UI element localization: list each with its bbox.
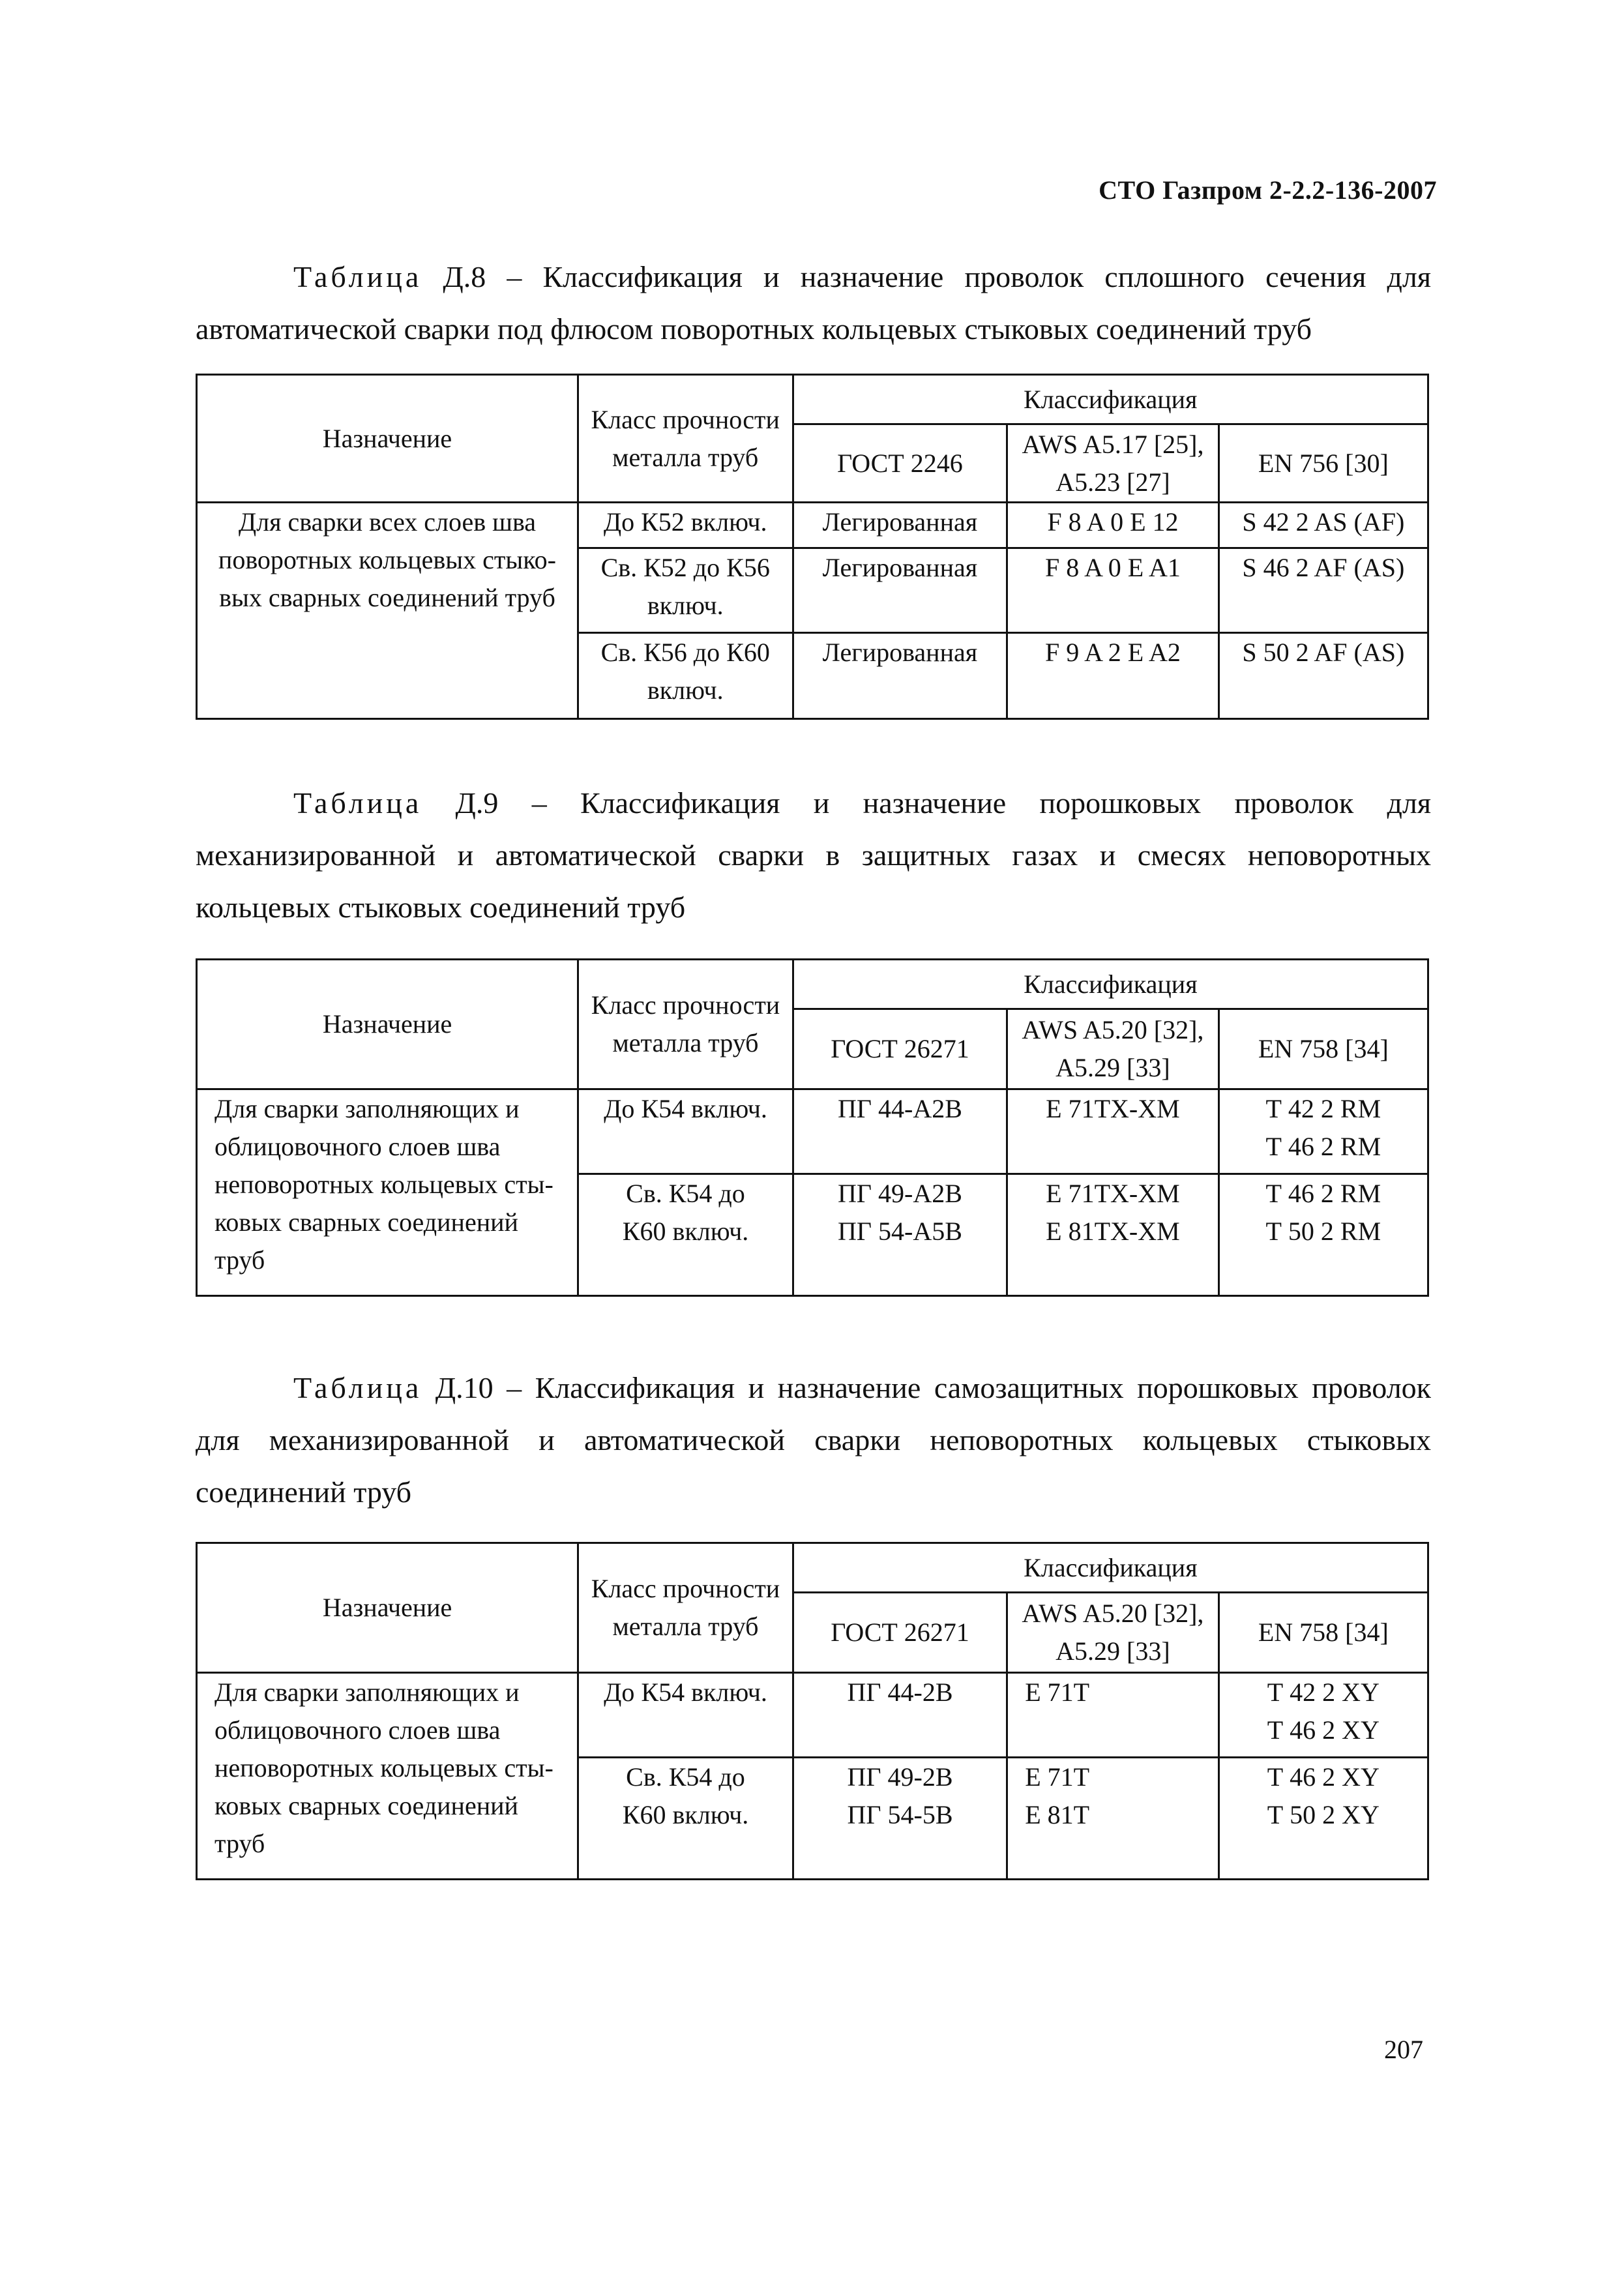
header-strength-class: Класс прочности металла труб (578, 1543, 793, 1673)
purpose-cell: Для сварки заполняющих и облицовочного слоев шва неповоротных кольцевых стыковых сварных соединений труб (197, 1089, 578, 1296)
strength-cell: Св. К56 до К60 включ. (578, 633, 793, 719)
gost-cell: Легированная (793, 633, 1007, 719)
header-aws: AWS A5.20 [32], A5.29 [33] (1007, 1593, 1218, 1673)
strength-cell: Св. К52 до К56 включ. (578, 548, 793, 633)
header-gost: ГОСТ 26271 (793, 1009, 1007, 1089)
en-cell: Т 46 2 XY Т 50 2 XY (1218, 1758, 1428, 1880)
header-purpose: Назначение (197, 960, 578, 1089)
strength-cell: Св. К54 до К60 включ. (578, 1174, 793, 1296)
header-aws: AWS A5.17 [25], A5.23 [27] (1007, 424, 1218, 503)
purpose-cell: Для сварки всех слоев шва поворотных кольцевых стыковых сварных соединений труб (197, 503, 578, 719)
header-strength-class: Класс прочности металла труб (578, 960, 793, 1089)
table-caption-d8 (196, 251, 1431, 355)
header-en: EN 758 [34] (1218, 1593, 1428, 1673)
caption-word: Таблица (293, 260, 422, 293)
caption-text: Д.9 – Классификация и назначение порошковых проволок для механизированной и автоматической сварки в защитных газах и смесях неповоротных кольцевых стыковых соединений труб (196, 786, 1431, 924)
en-cell: S 46 2 AF (AS) (1218, 548, 1428, 633)
gost-cell: ПГ 49-2В ПГ 54-5В (793, 1758, 1007, 1880)
en-cell: S 50 2 AF (AS) (1218, 633, 1428, 719)
gost-cell: ПГ 44-А2В (793, 1089, 1007, 1174)
en-cell: Т 42 2 XY Т 46 2 XY (1218, 1673, 1428, 1758)
caption-word: Таблица (293, 786, 422, 820)
document-header: СТО Газпром 2-2.2-136-2007 (1099, 175, 1437, 205)
aws-cell: Е 71Т (1007, 1673, 1218, 1758)
en-cell: Т 46 2 RM Т 50 2 RM (1218, 1174, 1428, 1296)
table-d8 (196, 374, 1429, 720)
header-classification: Классификация (793, 1543, 1428, 1593)
aws-cell: Е 71ТХ-ХМ (1007, 1089, 1218, 1174)
header-gost: ГОСТ 2246 (793, 424, 1007, 503)
strength-cell: До К54 включ. (578, 1673, 793, 1758)
gost-cell: ПГ 44-2В (793, 1673, 1007, 1758)
strength-cell: До К52 включ. (578, 503, 793, 548)
table-caption-d10 (196, 1362, 1431, 1518)
en-cell: Т 42 2 RM Т 46 2 RM (1218, 1089, 1428, 1174)
en-cell: S 42 2 AS (AF) (1218, 503, 1428, 548)
header-classification: Классификация (793, 375, 1428, 424)
table-d10 (196, 1542, 1429, 1880)
header-en: EN 758 [34] (1218, 1009, 1428, 1089)
table-d9 (196, 958, 1429, 1297)
purpose-cell: Для сварки заполняющих и облицовочного слоев шва неповоротных кольцевых стыковых сварных соединений труб (197, 1673, 578, 1880)
header-en: EN 756 [30] (1218, 424, 1428, 503)
strength-cell: До К54 включ. (578, 1089, 793, 1174)
header-gost: ГОСТ 26271 (793, 1593, 1007, 1673)
aws-cell: Е 71Т Е 81Т (1007, 1758, 1218, 1880)
aws-cell: F 8 A 0 E A1 (1007, 548, 1218, 633)
caption-text: Д.8 – Классификация и назначение проволок сплошного сечения для автоматической сварки под флюсом поворотных кольцевых стыковых соединений труб (196, 260, 1431, 346)
gost-cell: Легированная (793, 548, 1007, 633)
aws-cell: F 9 A 2 E A2 (1007, 633, 1218, 719)
header-purpose: Назначение (197, 1543, 578, 1673)
strength-cell: Св. К54 до К60 включ. (578, 1758, 793, 1880)
aws-cell: F 8 A 0 E 12 (1007, 503, 1218, 548)
header-aws: AWS A5.20 [32], A5.29 [33] (1007, 1009, 1218, 1089)
gost-cell: Легированная (793, 503, 1007, 548)
aws-cell: Е 71ТХ-ХМ Е 81ТХ-ХМ (1007, 1174, 1218, 1296)
header-strength-class: Класс прочности металла труб (578, 375, 793, 503)
caption-text: Д.10 – Классификация и назначение самозащитных порошковых проволок для механизированной и автоматической сварки неповоротных кольцевых стыковых соединений труб (196, 1371, 1431, 1509)
gost-cell: ПГ 49-А2В ПГ 54-А5В (793, 1174, 1007, 1296)
table-caption-d9 (196, 777, 1431, 934)
header-purpose: Назначение (197, 375, 578, 503)
caption-word: Таблица (293, 1371, 422, 1404)
page-number: 207 (1384, 2035, 1423, 2064)
header-classification: Классификация (793, 960, 1428, 1009)
